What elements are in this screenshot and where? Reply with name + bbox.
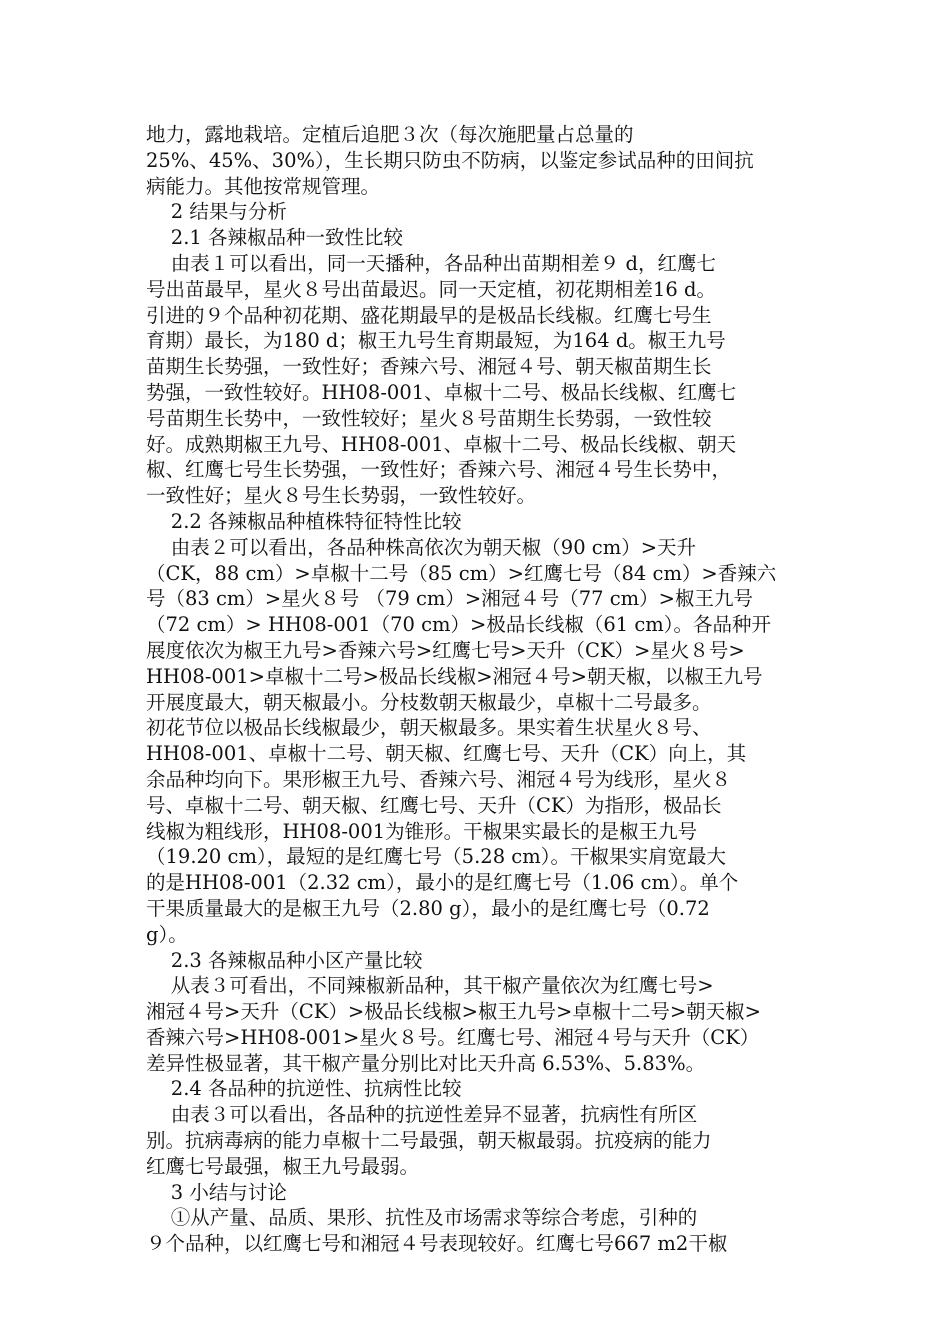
text-line: 从表３可看出，不同辣椒新品种，其干椒产量依次为红鹰七号> bbox=[146, 974, 714, 998]
text-line: 号出苗最早，星火８号出苗最迟。同一天定植，初花期相差16 d。 bbox=[146, 277, 716, 301]
text-line: 25%、45%、30%），生长期只防虫不防病，以鉴定参试品种的田间抗 bbox=[146, 148, 754, 172]
text-line: 由表２可以看出，各品种株高依次为朝天椒（90 cm）>天升 bbox=[146, 535, 697, 559]
text-line: 号（83 cm）>星火８号 （79 cm）>湘冠４号（77 cm）>椒王九号 bbox=[146, 587, 753, 611]
text-line: 红鹰七号最强，椒王九号最弱。 bbox=[146, 1154, 420, 1178]
text-line: （72 cm）> HH08-001（70 cm）>极品长线椒（61 cm）。各品种开 bbox=[146, 613, 772, 637]
text-line: （CK，88 cm）>卓椒十二号（85 cm）>红鹰七号（84 cm）>香辣六 bbox=[146, 561, 777, 585]
text-line: 余品种均向下。果形椒王九号、香辣六号、湘冠４号为线形，星火８ bbox=[146, 767, 732, 791]
text-line: 一致性好；星火８号生长势弱，一致性较好。 bbox=[146, 484, 537, 508]
text-line: 好。成熟期椒王九号、HH08-001、卓椒十二号、极品长线椒、朝天 bbox=[146, 432, 737, 456]
text-line: 势强，一致性较好。HH08-001、卓椒十二号、极品长线椒、红鹰七 bbox=[146, 380, 737, 404]
text-line: 展度依次为椒王九号>香辣六号>红鹰七号>天升（CK）>星火８号> bbox=[146, 638, 745, 662]
text-line: 干果质量最大的是椒王九号（2.80 g），最小的是红鹰七号（0.72 bbox=[146, 896, 710, 920]
text-line: 育期）最长，为180 d；椒王九号生育期最短，为164 d。椒王九号 bbox=[146, 329, 726, 353]
text-line: （19.20 cm），最短的是红鹰七号（5.28 cm）。干椒果实肩宽最大 bbox=[146, 845, 726, 869]
text-line: 初花节位以极品长线椒最少，朝天椒最多。果实着生状星火８号、 bbox=[146, 716, 712, 740]
text-line: 病能力。其他按常规管理。 bbox=[146, 174, 381, 198]
text-line: ９个品种，以红鹰七号和湘冠４号表现较好。红鹰七号667 m2干椒 bbox=[146, 1232, 728, 1256]
subsection-heading: 2.1 各辣椒品种一致性比较 bbox=[146, 226, 404, 250]
section-heading: 3 小结与讨论 bbox=[146, 1180, 287, 1204]
text-line: 由表３可以看出，各品种的抗逆性差异不显著，抗病性有所区 bbox=[146, 1103, 698, 1127]
text-line: 苗期生长势强，一致性好；香辣六号、湘冠４号、朝天椒苗期生长 bbox=[146, 355, 712, 379]
text-line: HH08-001、卓椒十二号、朝天椒、红鹰七号、天升（CK）向上，其 bbox=[146, 742, 747, 766]
text-line: 引进的９个品种初花期、盛花期最早的是极品长线椒。红鹰七号生 bbox=[146, 303, 712, 327]
text-line: 湘冠４号>天升（CK）>极品长线椒>椒王九号>卓椒十二号>朝天椒> bbox=[146, 1000, 762, 1024]
text-line: 的是HH08-001（2.32 cm），最小的是红鹰七号（1.06 cm）。单个 bbox=[146, 871, 739, 895]
text-line: 线椒为粗线形，HH08-001为锥形。干椒果实最长的是椒王九号 bbox=[146, 819, 698, 843]
subsection-heading: 2.2 各辣椒品种植株特征特性比较 bbox=[146, 509, 462, 533]
text-line: 由表１可以看出，同一天播种，各品种出苗期相差９ d，红鹰七 bbox=[146, 251, 716, 275]
text-line: 开展度最大，朝天椒最小。分枝数朝天椒最少，卓椒十二号最多。 bbox=[146, 690, 712, 714]
text-line: 号苗期生长势中，一致性较好；星火８号苗期生长势弱，一致性较 bbox=[146, 406, 712, 430]
text-line: g）。 bbox=[146, 922, 188, 946]
document-body bbox=[146, 122, 806, 1257]
subsection-heading: 2.4 各品种的抗逆性、抗病性比较 bbox=[146, 1077, 462, 1101]
subsection-heading: 2.3 各辣椒品种小区产量比较 bbox=[146, 948, 423, 972]
text-line: 香辣六号>HH08-001>星火８号。红鹰七号、湘冠４号与天升（CK） bbox=[146, 1025, 760, 1049]
text-line: 号、卓椒十二号、朝天椒、红鹰七号、天升（CK）为指形，极品长 bbox=[146, 793, 722, 817]
text-line: ①从产量、品质、果形、抗性及市场需求等综合考虑，引种的 bbox=[146, 1206, 698, 1230]
text-line: 椒、红鹰七号生长势强，一致性好；香辣六号、湘冠４号生长势中， bbox=[146, 458, 732, 482]
text-line: 差异性极显著，其干椒产量分别比对比天升高 6.53%、5.83%。 bbox=[146, 1051, 706, 1075]
text-line: 别。抗病毒病的能力卓椒十二号最强，朝天椒最弱。抗疫病的能力 bbox=[146, 1129, 712, 1153]
section-heading: 2 结果与分析 bbox=[146, 200, 287, 224]
text-line: HH08-001>卓椒十二号>极品长线椒>湘冠４号>朝天椒，以椒王九号 bbox=[146, 664, 763, 688]
text-line: 地力，露地栽培。定植后追肥３次（每次施肥量占总量的 bbox=[146, 123, 634, 146]
